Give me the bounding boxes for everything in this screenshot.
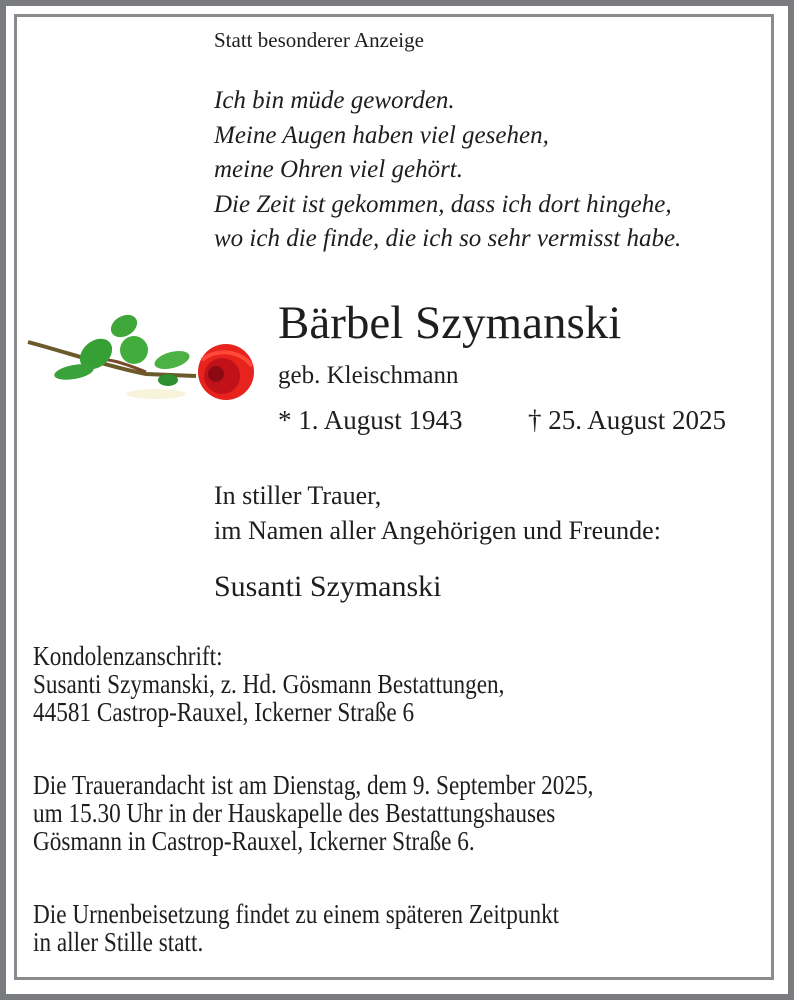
service-line: um 15.30 Uhr in der Hauskapelle des Bestattungshauses — [33, 798, 556, 828]
condolence-line: 44581 Castrop-Rauxel, Ickerner Straße 6 — [33, 697, 415, 727]
grief-line: In stiller Trauer, — [214, 481, 382, 510]
burial-line: Die Urnenbeisetzung findet zu einem späteren Zeitpunkt — [33, 899, 560, 929]
grief-line: im Namen aller Angehörigen und Freunde: — [214, 516, 661, 545]
condolence-line: Kondolenzanschrift: — [33, 641, 223, 671]
death-date: † 25. August 2025 — [528, 405, 727, 435]
service-line: Gösmann in Castrop-Rauxel, Ickerner Straße 6. — [33, 826, 475, 856]
birth-date: * 1. August 1943 — [278, 405, 463, 435]
rose-image — [26, 304, 260, 416]
poem-line: wo ich die finde, die ich so sehr vermisst habe. — [214, 225, 682, 252]
poem-line: Meine Augen haben viel gesehen, — [214, 121, 549, 149]
deceased-name: Bärbel Szymanski — [278, 297, 622, 349]
service-info — [33, 771, 685, 855]
condolence-address — [33, 642, 581, 726]
grief-text — [214, 478, 661, 548]
service-line: Die Trauerandacht ist am Dienstag, dem 9. September 2025, — [33, 770, 594, 800]
burial-line: in aller Stille statt. — [33, 927, 204, 957]
poem-line: Ich bin müde geworden. — [214, 87, 455, 114]
poem-line: Die Zeit ist gekommen, dass ich dort hingehe, — [214, 190, 672, 218]
burial-info — [33, 900, 645, 956]
notice-header: Statt besonderer Anzeige — [214, 28, 424, 52]
condolence-line: Susanti Szymanski, z. Hd. Gösmann Bestattungen, — [33, 669, 505, 699]
signer-name: Susanti Szymanski — [214, 570, 442, 603]
maiden-name: geb. Kleischmann — [278, 362, 459, 389]
poem — [214, 84, 681, 257]
poem-line: meine Ohren viel gehört. — [214, 156, 463, 183]
